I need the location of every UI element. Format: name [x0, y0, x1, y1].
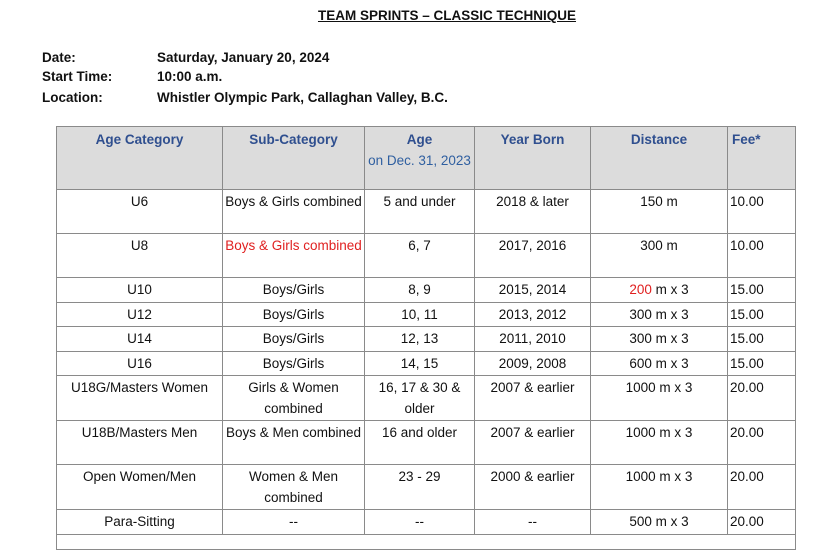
cell-fee: 15.00 — [728, 302, 796, 327]
cell-age: 16, 17 & 30 & older — [365, 376, 475, 421]
cell-sub-category: Boys/Girls — [223, 278, 365, 303]
table-row-empty — [57, 534, 796, 549]
cell-year-born: 2007 & earlier — [475, 421, 591, 465]
cell-sub-category: Boys & Girls combined — [223, 190, 365, 234]
start-time-value: 10:00 a.m. — [157, 69, 223, 84]
cell-year-born: -- — [475, 510, 591, 535]
cell-year-born: 2009, 2008 — [475, 351, 591, 376]
cell-age: 5 and under — [365, 190, 475, 234]
cell-distance: 300 m — [591, 234, 728, 278]
table-row — [57, 421, 796, 465]
cell-distance: 1000 m x 3 — [591, 465, 728, 510]
cell-fee: 20.00 — [728, 465, 796, 510]
cell-age-category: U14 — [57, 327, 223, 352]
cell-fee: 20.00 — [728, 421, 796, 465]
cell-age: 12, 13 — [365, 327, 475, 352]
header-age-category: Age Category — [57, 127, 223, 190]
cell-year-born: 2015, 2014 — [475, 278, 591, 303]
cell-age-category: U18G/Masters Women — [57, 376, 223, 421]
empty-cell — [57, 534, 796, 549]
cell-sub-category: Boys/Girls — [223, 327, 365, 352]
table-row — [57, 278, 796, 303]
cell-age: 23 - 29 — [365, 465, 475, 510]
table-row — [57, 351, 796, 376]
cell-year-born: 2000 & earlier — [475, 465, 591, 510]
location-label: Location: — [42, 90, 103, 105]
cell-year-born: 2018 & later — [475, 190, 591, 234]
cell-age: 10, 11 — [365, 302, 475, 327]
cell-age-category: U18B/Masters Men — [57, 421, 223, 465]
cell-age: 6, 7 — [365, 234, 475, 278]
start-time-label: Start Time: — [42, 69, 113, 84]
cell-age-category: U8 — [57, 234, 223, 278]
header-age — [365, 127, 475, 190]
sprints-table — [56, 126, 796, 550]
table-row — [57, 465, 796, 510]
cell-fee: 15.00 — [728, 327, 796, 352]
cell-year-born: 2011, 2010 — [475, 327, 591, 352]
cell-fee: 20.00 — [728, 510, 796, 535]
date-value: Saturday, January 20, 2024 — [157, 50, 330, 65]
cell-year-born: 2017, 2016 — [475, 234, 591, 278]
distance-rest: m x 3 — [651, 282, 689, 297]
cell-distance: 500 m x 3 — [591, 510, 728, 535]
table-row — [57, 234, 796, 278]
cell-sub-category: -- — [223, 510, 365, 535]
cell-year-born: 2007 & earlier — [475, 376, 591, 421]
cell-distance: 1000 m x 3 — [591, 421, 728, 465]
header-age-sub: on Dec. 31, 2023 — [368, 152, 471, 168]
cell-fee: 15.00 — [728, 351, 796, 376]
cell-sub-category: Boys/Girls — [223, 302, 365, 327]
cell-age-category: Para-Sitting — [57, 510, 223, 535]
cell-distance: 300 m x 3 — [591, 327, 728, 352]
cell-sub-category: Boys & Girls combined — [223, 234, 365, 278]
cell-distance: 1000 m x 3 — [591, 376, 728, 421]
cell-age: 16 and older — [365, 421, 475, 465]
header-year-born: Year Born — [475, 127, 591, 190]
table-header-row — [57, 127, 796, 190]
cell-sub-category: Girls & Women combined — [223, 376, 365, 421]
cell-distance — [591, 278, 728, 303]
cell-age-category: U6 — [57, 190, 223, 234]
date-label: Date: — [42, 50, 76, 65]
cell-fee: 20.00 — [728, 376, 796, 421]
table-row — [57, 510, 796, 535]
cell-distance: 300 m x 3 — [591, 302, 728, 327]
cell-age-category: U10 — [57, 278, 223, 303]
cell-sub-category: Women & Men combined — [223, 465, 365, 510]
table-row — [57, 376, 796, 421]
cell-distance: 150 m — [591, 190, 728, 234]
distance-highlight: 200 — [629, 282, 652, 297]
cell-year-born: 2013, 2012 — [475, 302, 591, 327]
cell-sub-category: Boys & Men combined — [223, 421, 365, 465]
header-age-label: Age — [406, 132, 433, 147]
table-row — [57, 190, 796, 234]
cell-fee: 10.00 — [728, 234, 796, 278]
cell-fee: 15.00 — [728, 278, 796, 303]
table-row — [57, 327, 796, 352]
cell-age-category: Open Women/Men — [57, 465, 223, 510]
header-sub-category: Sub-Category — [223, 127, 365, 190]
header-distance: Distance — [591, 127, 728, 190]
cell-age: 14, 15 — [365, 351, 475, 376]
table-row — [57, 302, 796, 327]
location-value: Whistler Olympic Park, Callaghan Valley, B.C. — [157, 90, 448, 105]
cell-age-category: U16 — [57, 351, 223, 376]
cell-distance: 600 m x 3 — [591, 351, 728, 376]
header-fee: Fee* — [728, 127, 796, 190]
cell-age-category: U12 — [57, 302, 223, 327]
cell-age: 8, 9 — [365, 278, 475, 303]
page-title: TEAM SPRINTS – CLASSIC TECHNIQUE — [317, 8, 577, 23]
cell-fee: 10.00 — [728, 190, 796, 234]
cell-age: -- — [365, 510, 475, 535]
cell-sub-category: Boys/Girls — [223, 351, 365, 376]
